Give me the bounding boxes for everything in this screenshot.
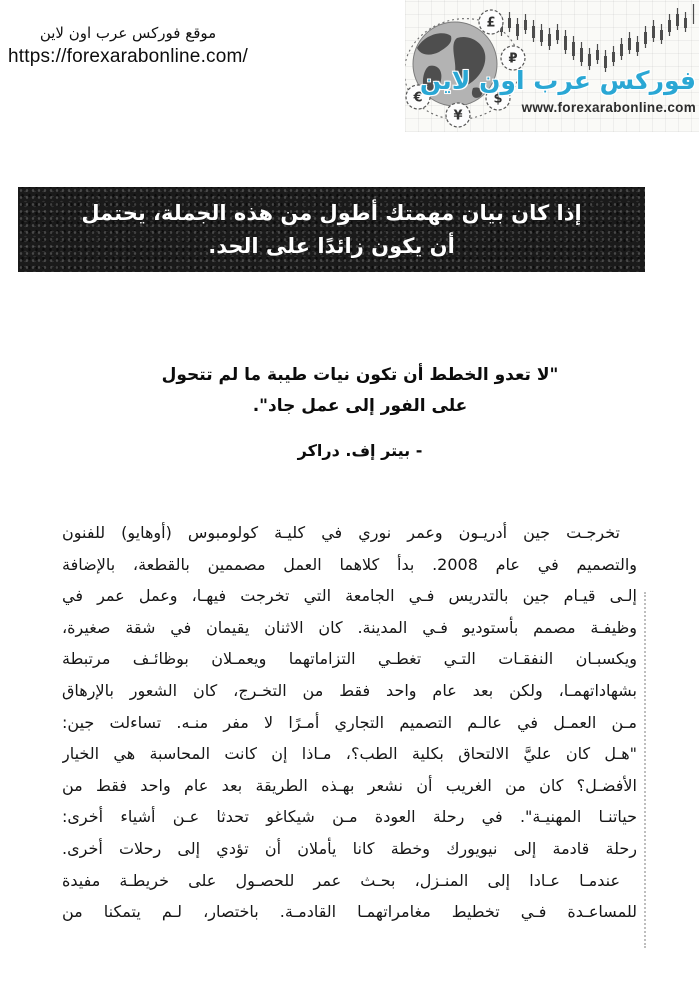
- body-line: ويكسبـان النفقـات التـي تغطـي التزاماتهما ويعمـلان بوظائـف مرتبطة: [62, 649, 637, 669]
- brand-website: www.forexarabonline.com: [521, 100, 696, 115]
- body-line: رحلة قادمة إلى نيويورك وخطة كانا يأملان أن تؤدي إلى رحلات أخرى.: [62, 838, 637, 858]
- quote-block: [120, 360, 600, 466]
- banner-line-1: إذا كان بيان مهمتك أطول من هذه الجملة، يحتمل: [81, 200, 582, 225]
- mission-statement-banner: [18, 187, 645, 272]
- quote-line-1: "لا تعدو الخطط أن تكون نيات طيبة ما لم تتحول: [161, 365, 559, 385]
- dollar-symbol: $: [493, 91, 503, 107]
- body-line: "هـل كان عليَّ الالتحاق بكلية الطب؟، مـاذا إن كانت المحاسبة هي الخيار: [62, 744, 637, 764]
- euro-symbol: €: [413, 90, 423, 106]
- body-line: للمساعـدة فـي تخطيط مغامراتهمـا القادمـة. باختصار، لـم يتمكنا من: [62, 902, 637, 922]
- yen-symbol: ¥: [453, 108, 463, 124]
- quote-line-2: على الفور إلى عمل جاد".: [252, 396, 468, 416]
- body-line: بشهاداتهمـا، ولكن بعد عام واحد فقط من التخـرج، كان الشعور بالإرهاق: [62, 680, 637, 700]
- scan-artifact-dotted-line: [644, 592, 646, 948]
- site-label: موقع فوركس عرب اون لاين: [39, 24, 217, 42]
- pound-badge-icon: [479, 10, 503, 34]
- site-stamp: [2, 24, 254, 68]
- body-line: إلـى قيـام جين بالتدريس فـي الجامعة التي تخرجت فيهـا، وعمل عمر في: [62, 586, 637, 606]
- body-line: عندمـا عـادا إلى المنـزل، بحـث عمر للحصـول على خريطـة مفيدة: [62, 870, 620, 890]
- body-line: تخرجـت جين أدريـون وعمر نوري في كليـة كولومبوس (أوهايو) للفنون: [62, 523, 620, 542]
- body-line: والتصميم في عام 2008. بدأ كلاهما العمل مصممين بالقطعة، بالإضافة: [62, 554, 637, 574]
- body-line: وظيفـة مصمم بأستوديو فـي المدينة. كان الاثنان يقيمان في شقة صغيرة،: [62, 617, 637, 637]
- body-line: الأفضـل؟ كان من الغريب أن نشعر بهـذه الطريقة بعد عام واحد فقط من: [62, 775, 637, 795]
- body-text: [62, 517, 637, 928]
- yen-badge-icon: [446, 103, 470, 127]
- quote-attribution: - بيتر إف. دراكر: [297, 441, 423, 460]
- site-url: https://forexarabonline.com/: [7, 46, 249, 67]
- body-line: مـن العمـل في عالـم التصميم التجاري أمـرًا لا مفر منـه. تساءلت جين:: [62, 712, 637, 732]
- site-logo: [405, 0, 699, 132]
- body-line: حياتنـا المهنيـة". في رحلة العودة مـن شيكاغو تحدثا عـن أشياء أخرى:: [62, 807, 637, 827]
- candlestick-chart-icon: [500, 4, 694, 72]
- ruble-symbol: ₽: [508, 51, 518, 67]
- banner-line-2: أن يكون زائدًا على الحد.: [208, 233, 455, 258]
- brand-name: فوركس عرب اون لاين: [419, 66, 696, 95]
- pound-symbol: £: [486, 15, 496, 31]
